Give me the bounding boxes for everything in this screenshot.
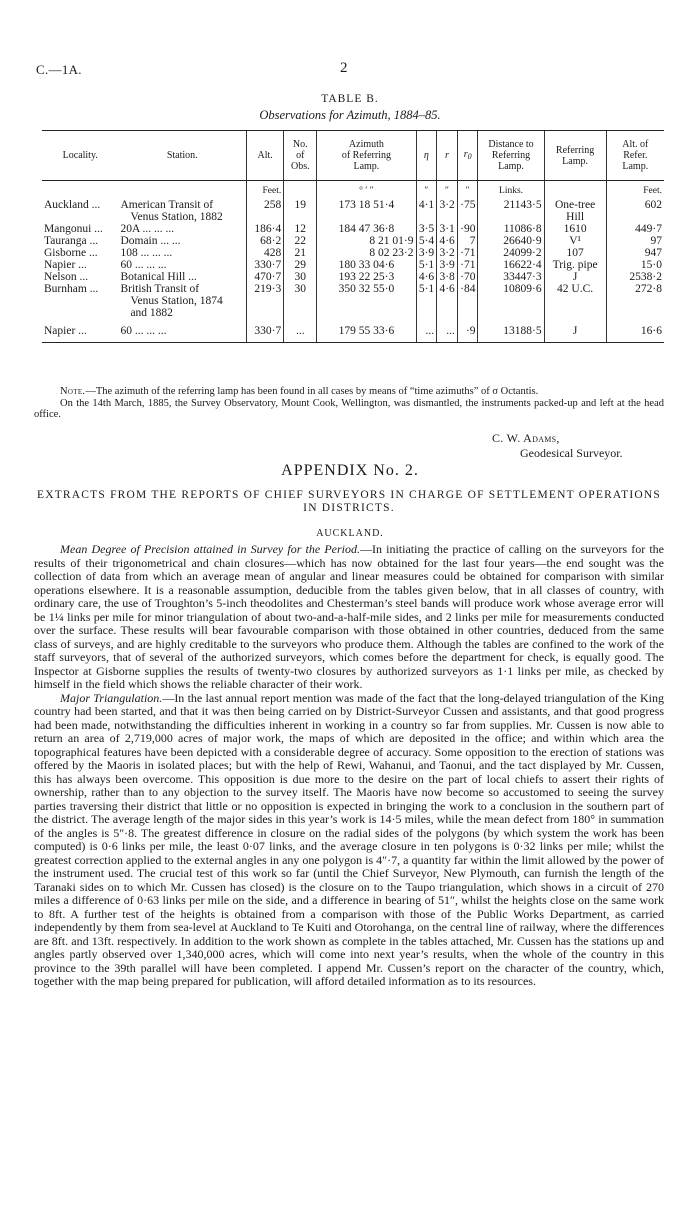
document-reference: C.—1A. [36, 62, 82, 77]
unit-eta: ″ [416, 181, 437, 200]
paragraph-triangulation: Major Triangulation.—In the last annual report mention was made of the fact that the long-delayed triangulation of the King country had been started, and that it was then being carried on by District-Surveyor Cussen and assistants, and that good progress had been made, notwithstanding the difficulties inherent in working in a country so far from supplies. Mr. Cussen is now able to return an area of 2,719,000 acres of major work, the maps of which are deposited in the office; and within which area the topographical features have been depicted with a considerable degree of accuracy. Some opposition to the erection of stations was offered by the Maoris in isolated places; but with the help of Rewi, Wahanui, and Taonui, and the tact displayed by Mr. Cussen, this has always been overcome. This opposition is due more to the desire on the part of local chiefs to assert their rights of ownership, rather than to any objection to the survey itself. The Maoris have now become so accustomed to seeing the survey parties traversing their district that little or no opposition is expected in bringing the work to a conclusion in the southern part of the district. The average length of the major sides in this year’s work is 14·5 miles, while the mean defect from 180° in summation of the angles is 5″·8. The greatest difference in closure on the radial sides of the polygons (by which system the work has been computed) is 0·6 links per mile, the least 0·07 links, and the average closure in ten polygons is 0·32 links per mile; whilst the greatest correction applied to the external angles in any one polygon is 4″·7, a quantity far within the limit allowed by the power of the instrument used. The crucial test of this work so far (until the Chief Surveyor, New Plymouth, can furnish the length of the Taranaki sides on to which Mr. Cussen has closed) is the closure on to the Taupo triangulation, which shows in a circuit of 270 miles a difference of 0·63 links per mile on the side, and a difference in bearing of 51″, whilst the heights close on the same work to 8ft. A further test of the heights is obtained from a comparison with those of the Public Works Department, as carried independently by them from sea-level at Auckland to Te Kuiti and Otorohanga, on the central line of railway, where the differences are 8ft. and 13ft. respectively. In addition to the work shown as complete in the tables attached, Mr. Cussen has the stations up and angles partly observed over 1,340,000 acres, which will come into next year’s results, when the whole of the country in this province to the 39th parallel will have been completed. I append Mr. Cussen’s report on the character of the country, which, together with the map being prepared for publication, will afford detailed information as to its resources. [34, 690, 664, 988]
unit-distance: Links. [478, 181, 544, 200]
unit-azimuth: ° ′ ″ [317, 181, 416, 200]
signature-title: Geodesical Surveyor. [520, 446, 623, 460]
col-station: Station. [118, 131, 246, 181]
note-text-1: —The azimuth of the referring lamp has been found in all cases by means of “time azimuths” of σ Octantis. [85, 386, 539, 397]
col-alt: Alt. [247, 131, 284, 181]
table-row: Tauranga ... Domain ... ... 68·2 22 8 21 01·9 5·4 4·6 7 26640·9 V¹ 97 [44, 235, 662, 247]
table-note [34, 386, 664, 421]
col-r0: $r_0$ [457, 131, 478, 181]
col-obs: No. of Obs. [284, 131, 317, 181]
units-row [42, 181, 664, 200]
table-row: Auckland ... American Transit of Venus Station, 1882 258 19 173 18 51·4 4·1 3·2 ·75 21143·5 One-tree Hill 602 [44, 199, 662, 223]
appendix-heading: EXTRACTS FROM THE REPORTS OF CHIEF SURVEYORS IN CHARGE OF SETTLEMENT OPERATIONS IN DISTRICTS. [36, 489, 662, 514]
azimuth-table [42, 130, 664, 343]
col-altref: Alt. of Refer. Lamp. [606, 131, 664, 181]
unit-altref: Feet. [606, 181, 664, 200]
table-subtitle: Observations for Azimuth, 1884–85. [259, 108, 441, 122]
table-row: Napier ... 60 ... ... ... 330·7 29 180 33 04·6 5·1 3·9 ·71 16622·4 Trig. pipe 15·0 [44, 259, 662, 271]
col-distance: Distance to Referring Lamp. [478, 131, 544, 181]
table-title: TABLE B. [321, 93, 379, 105]
table-row: Gisborne ... 108 ... ... ... 428 21 8 02 23·2 3·9 3·2 ·71 24099·2 107 947 [44, 247, 662, 259]
note-text-2: On the 14th March, 1885, the Survey Observatory, Mount Cook, Wellington, was dismantled, the instruments packed-up and left at the head office. [34, 397, 664, 420]
triangulation-heading: Major Triangulation. [60, 690, 163, 705]
unit-alt: Feet. [247, 181, 284, 200]
unit-r: ″ [437, 181, 458, 200]
unit-r0: ″ [457, 181, 478, 200]
col-locality: Locality. [42, 131, 118, 181]
table-header-row [42, 131, 664, 181]
appendix-title: APPENDIX No. 2. [281, 462, 419, 479]
precision-heading: Mean Degree of Precision attained in Survey for the Period. [60, 542, 360, 556]
col-eta: η [416, 131, 437, 181]
signature-name: C. W. Adams, [492, 431, 560, 445]
page-number: 2 [340, 60, 348, 76]
table-row: Mangonui ... 20A ... ... ... 186·4 12 184 47 36·8 3·5 3·1 ·90 11086·8 1610 449·7 [44, 223, 662, 235]
table-row: Nelson ... Botanical Hill ... 470·7 30 193 22 25·3 4·6 3·8 ·70 33447·3 J 2538·2 [44, 271, 662, 283]
table-row: Burnham ... British Transit of Venus Station, 1874 and 1882 219·3 30 350 32 55·0 5·1 4·6 ·84 10809·6 42 U.C. 272·8 [44, 283, 662, 319]
col-azimuth: Azimuth of Referring Lamp. [317, 131, 416, 181]
body-text [34, 543, 664, 989]
district-heading: AUCKLAND. [316, 528, 384, 539]
table-row: Napier ... 60 ... ... ... 330·7 ... 179 55 33·6 ... ... ·9 13188·5 J 16·6 [42, 319, 664, 343]
col-referring: Referring Lamp. [544, 131, 606, 181]
paragraph-precision: Mean Degree of Precision attained in Survey for the Period.—In initiating the practice of calling on the surveyors for the results of their trigonometrical and chain closures—which has now obtained for the last four years—the end sought was the collection of data from which an average mean of angular and linear measures could be obtained for comparison with similar operations elsewhere. It is a reasonable assumption, deducible from the tables given below, that in all classes of country, with ordinary care, the use of Troughton’s 5-inch theodolites and Chesterman’s steel bands will produce work whose average error will be 1¼ links per mile for minor triangulation of about two-and-a-half-mile sides, and 2 links per mile for measurements conducted over the surface. These results will bear favourable comparison with those obtained in other countries, deduced from the same class of surveys, and are highly creditable to the surveyors who produce them. Although the tables are confined to the work of the staff surveyors, that of several of the authorized surveyors, which comes before the department for check, is equally good. The Inspector at Gisborne supplies the results of twenty-two closures by authorized surveyors as 1·1 links per mile, as checked by himself in the field which shows the reliable character of their work. [34, 542, 664, 691]
note-label: Note. [60, 386, 86, 397]
col-r: r [437, 131, 458, 181]
